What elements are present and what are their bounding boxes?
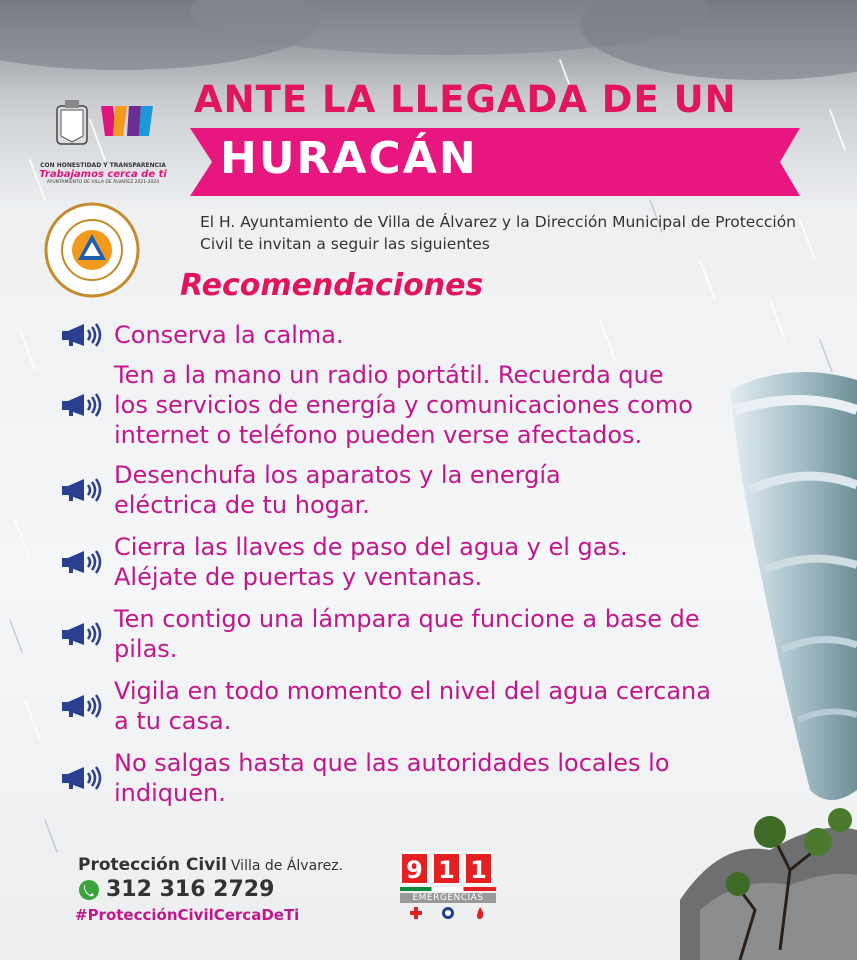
hill-with-trees-illustration [680, 780, 857, 960]
emergency-911-logo [400, 852, 496, 920]
red-cross-icon [409, 906, 423, 920]
emergency-digit: 1 [464, 852, 493, 885]
page-title-hurricane: HURACÁN [220, 133, 478, 184]
megaphone-icon [60, 392, 106, 418]
civil-protection-seal-icon [44, 202, 140, 298]
recommendations-heading: Recomendaciones [180, 268, 484, 303]
recommendation-text: Cierra las llaves de paso del agua y el gas. Aléjate de puertas y ventanas. [114, 533, 628, 591]
recommendation-text: Conserva la calma. [114, 321, 344, 349]
list-item [60, 676, 720, 736]
hashtag: #ProtecciónCivilCercaDeTi [75, 906, 300, 924]
municipal-motto: CON HONESTIDAD Y TRANSPARENCIA [40, 162, 166, 169]
megaphone-icon [60, 477, 106, 503]
recommendation-text: Ten a la mano un radio portátil. Recuerda que los servicios de energía y comunicaciones como internet o teléfono pueden verse afectados. [114, 361, 693, 449]
list-item [60, 532, 720, 592]
police-badge-icon [441, 906, 455, 920]
megaphone-icon [60, 621, 106, 647]
phone-number: 312 316 2729 [106, 877, 275, 902]
list-item [60, 748, 720, 808]
recommendation-text: Ten contigo una lámpara que funcione a base de pilas. [114, 605, 700, 663]
megaphone-icon [60, 322, 106, 348]
megaphone-icon [60, 765, 106, 791]
list-item [60, 360, 720, 450]
list-item [60, 320, 720, 350]
footer-organization [78, 855, 343, 875]
list-item [60, 604, 720, 664]
phone-icon [78, 879, 100, 901]
emergency-digit: 1 [432, 852, 461, 885]
municipal-logo [28, 96, 178, 186]
organization-name: Protección Civil [78, 855, 227, 875]
coat-of-arms-icon [43, 96, 163, 158]
recommendations-list [60, 320, 720, 808]
emergency-label: EMERGENCIAS [400, 893, 496, 903]
list-item [60, 460, 720, 520]
recommendation-text: Desenchufa los aparatos y la energía eléctrica de tu hogar. [114, 461, 561, 519]
municipal-caption: AYUNTAMIENTO DE VILLA DE ÁLVAREZ 2021-2024 [46, 180, 160, 185]
fire-icon [473, 906, 487, 920]
tornado-illustration [720, 370, 857, 850]
footer-phone [78, 877, 274, 902]
page-title: ANTE LA LLEGADA DE UN [194, 78, 737, 121]
recommendation-text: No salgas hasta que las autoridades locales lo indiquen. [114, 749, 670, 807]
organization-place: Villa de Álvarez. [230, 858, 344, 874]
recommendation-text: Vigila en todo momento el nivel del agua cercana a tu casa. [114, 677, 711, 735]
intro-text: El H. Ayuntamiento de Villa de Álvarez y la Dirección Municipal de Protección Civil te invitan a seguir las siguientes [200, 213, 797, 253]
megaphone-icon [60, 693, 106, 719]
emergency-digit: 9 [400, 852, 429, 885]
municipal-slogan: Trabajamos cerca de ti [39, 169, 167, 180]
flag-stripe [400, 887, 496, 891]
megaphone-icon [60, 549, 106, 575]
